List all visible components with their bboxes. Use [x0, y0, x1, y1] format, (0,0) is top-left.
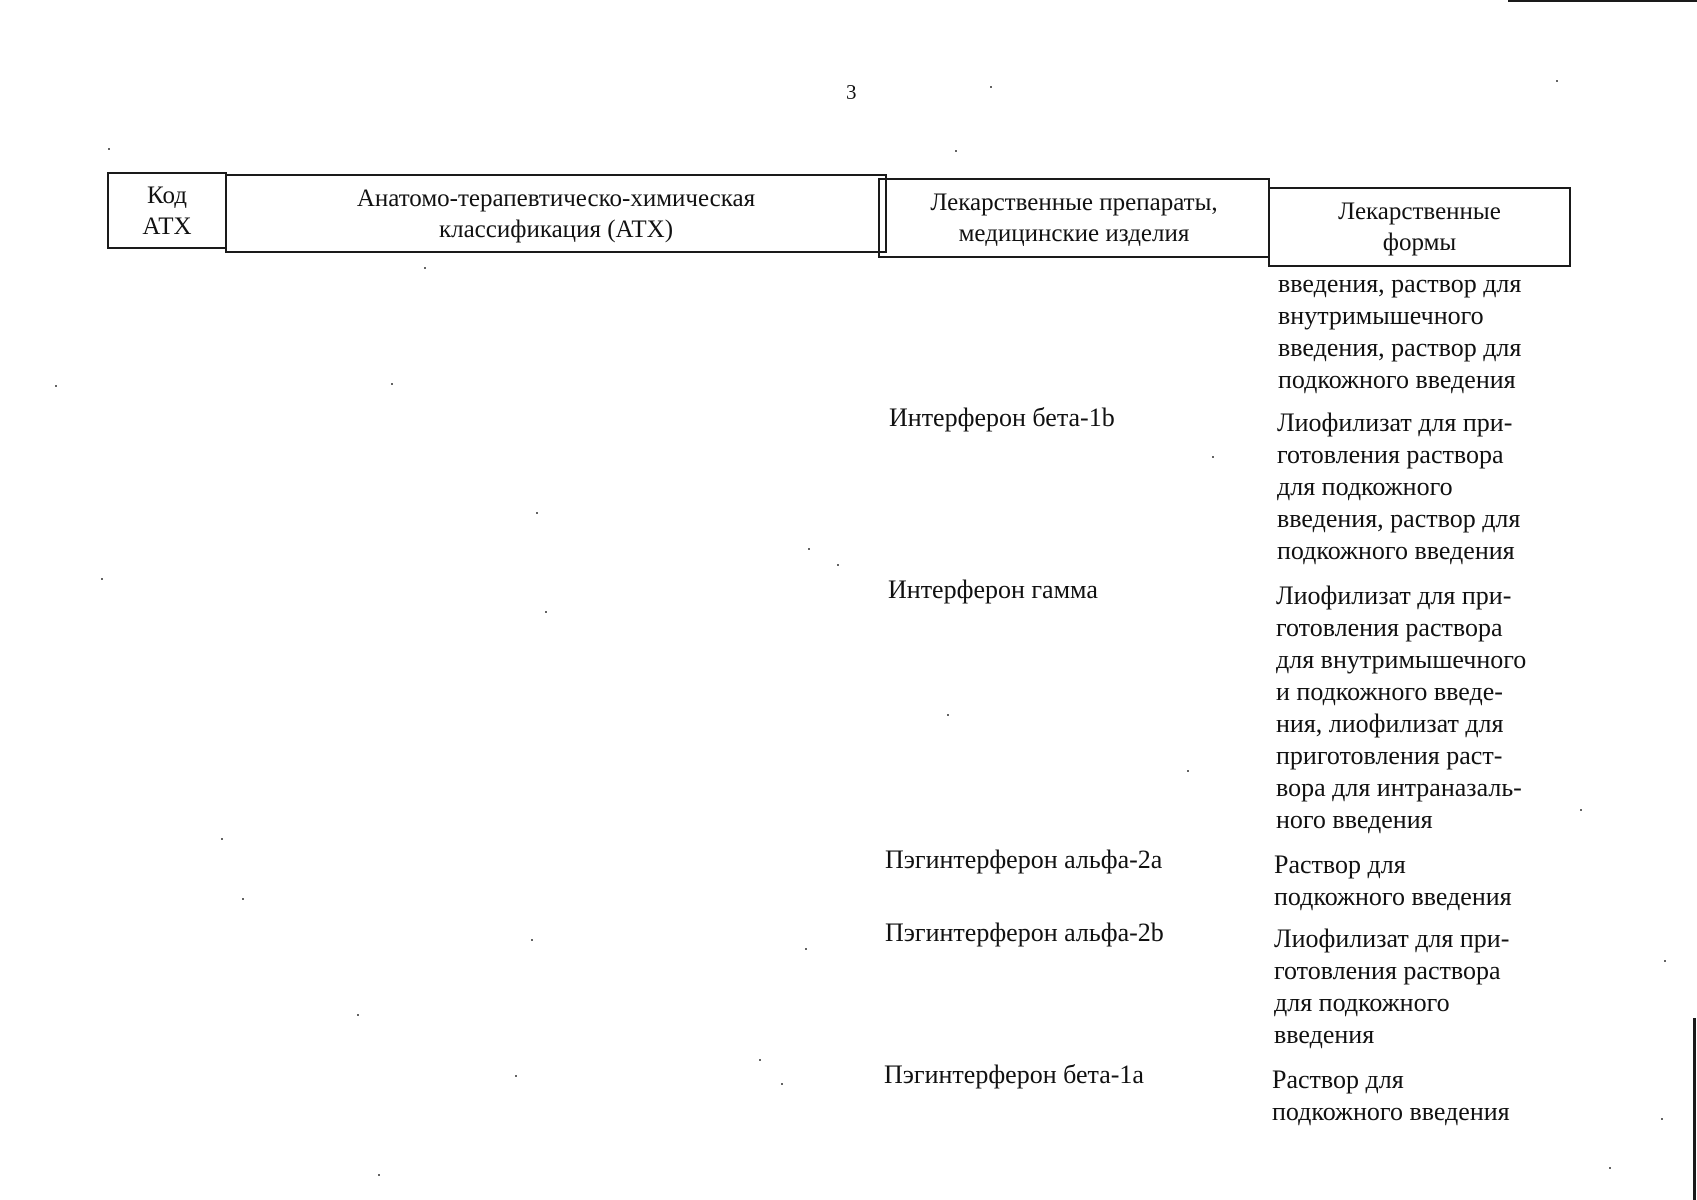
form-line: введения	[1274, 1020, 1375, 1049]
scan-speck	[531, 939, 533, 941]
header-classification-line-1: Анатомо-терапевтическо-химическая	[356, 184, 756, 212]
table-row-forms	[1274, 923, 1574, 1051]
scan-speck	[391, 383, 393, 385]
scan-speck	[1580, 809, 1582, 811]
table-row-drug: Пэгинтерферон альфа-2а	[885, 845, 1163, 874]
scan-speck	[1187, 770, 1189, 772]
header-code-line-1: Код	[147, 181, 187, 209]
scan-speck	[221, 838, 223, 840]
header-drugs-line-2: медицинские изделия	[958, 220, 1190, 247]
scan-edge-mark	[1693, 1018, 1696, 1200]
table-row-drug: Интерферон гамма	[888, 575, 1098, 604]
form-line: ного введения	[1276, 805, 1433, 834]
scan-speck	[990, 86, 992, 88]
table-row-forms	[1274, 849, 1574, 913]
scan-speck	[378, 1174, 380, 1176]
scan-speck	[1556, 80, 1558, 82]
form-line: готовления раствора	[1277, 440, 1504, 469]
header-code-atc	[107, 172, 227, 249]
header-code-line-2: АТХ	[142, 212, 192, 240]
scan-speck	[55, 385, 57, 387]
form-line: для внутримышечного	[1276, 645, 1527, 674]
scan-speck	[955, 150, 957, 152]
table-row-forms	[1272, 1064, 1572, 1128]
scan-speck	[1661, 1118, 1663, 1120]
form-line: введения, раствор для	[1278, 269, 1522, 298]
form-line: внутримышечного	[1278, 301, 1484, 330]
header-drugs-line-1: Лекарственные препараты,	[930, 189, 1218, 216]
scan-speck	[357, 1014, 359, 1016]
header-forms-line-2: формы	[1382, 229, 1457, 256]
scan-speck	[759, 1059, 761, 1061]
table-header	[107, 172, 1571, 262]
table-row-forms	[1276, 580, 1576, 836]
form-line: и подкожного введе-	[1276, 677, 1503, 706]
form-line: вора для интраназаль-	[1276, 773, 1522, 802]
form-line: подкожного введения	[1274, 882, 1512, 911]
header-drugs	[878, 178, 1270, 258]
scan-speck	[808, 548, 810, 550]
form-line: подкожного введения	[1277, 536, 1515, 565]
form-line: введения, раствор для	[1277, 504, 1521, 533]
scan-speck	[781, 1083, 783, 1085]
form-line: для подкожного	[1277, 472, 1453, 501]
table-row-forms	[1278, 268, 1578, 396]
header-dosage-forms	[1268, 187, 1571, 267]
scan-speck	[545, 611, 547, 613]
scan-speck	[108, 148, 110, 150]
form-line: ния, лиофилизат для	[1276, 709, 1504, 738]
scan-speck	[242, 898, 244, 900]
table-row-forms	[1277, 407, 1577, 567]
table-row-drug: Пэгинтерферон альфа-2b	[885, 918, 1164, 947]
scan-speck	[101, 578, 103, 580]
form-line: Раствор для	[1272, 1065, 1404, 1094]
table-row-drug: Интерферон бета-1b	[889, 403, 1115, 432]
form-line: готовления раствора	[1276, 613, 1503, 642]
scan-speck	[837, 564, 839, 566]
form-line: Лиофилизат для при-	[1277, 408, 1513, 437]
scan-speck	[424, 267, 426, 269]
scan-speck	[1609, 1167, 1611, 1169]
form-line: готовления раствора	[1274, 956, 1501, 985]
scan-speck	[536, 512, 538, 514]
form-line: подкожного введения	[1278, 365, 1516, 394]
header-atc-classification	[225, 174, 887, 253]
page-number: 3	[846, 80, 857, 104]
form-line: Раствор для	[1274, 850, 1406, 879]
form-line: введения, раствор для	[1278, 333, 1522, 362]
scan-speck	[947, 714, 949, 716]
header-forms-line-1: Лекарственные	[1338, 198, 1501, 225]
form-line: для подкожного	[1274, 988, 1450, 1017]
scan-speck	[805, 948, 807, 950]
form-line: Лиофилизат для при-	[1274, 924, 1510, 953]
form-line: приготовления раст-	[1276, 741, 1503, 770]
scan-speck	[515, 1075, 517, 1077]
scan-edge-rule	[1508, 0, 1697, 2]
scan-speck	[1212, 456, 1214, 458]
form-line: подкожного введения	[1272, 1097, 1510, 1126]
table-row-drug: Пэгинтерферон бета-1а	[884, 1060, 1144, 1089]
form-line: Лиофилизат для при-	[1276, 581, 1512, 610]
header-classification-line-2: классификация (АТХ)	[438, 215, 674, 243]
scan-speck	[1664, 960, 1666, 962]
